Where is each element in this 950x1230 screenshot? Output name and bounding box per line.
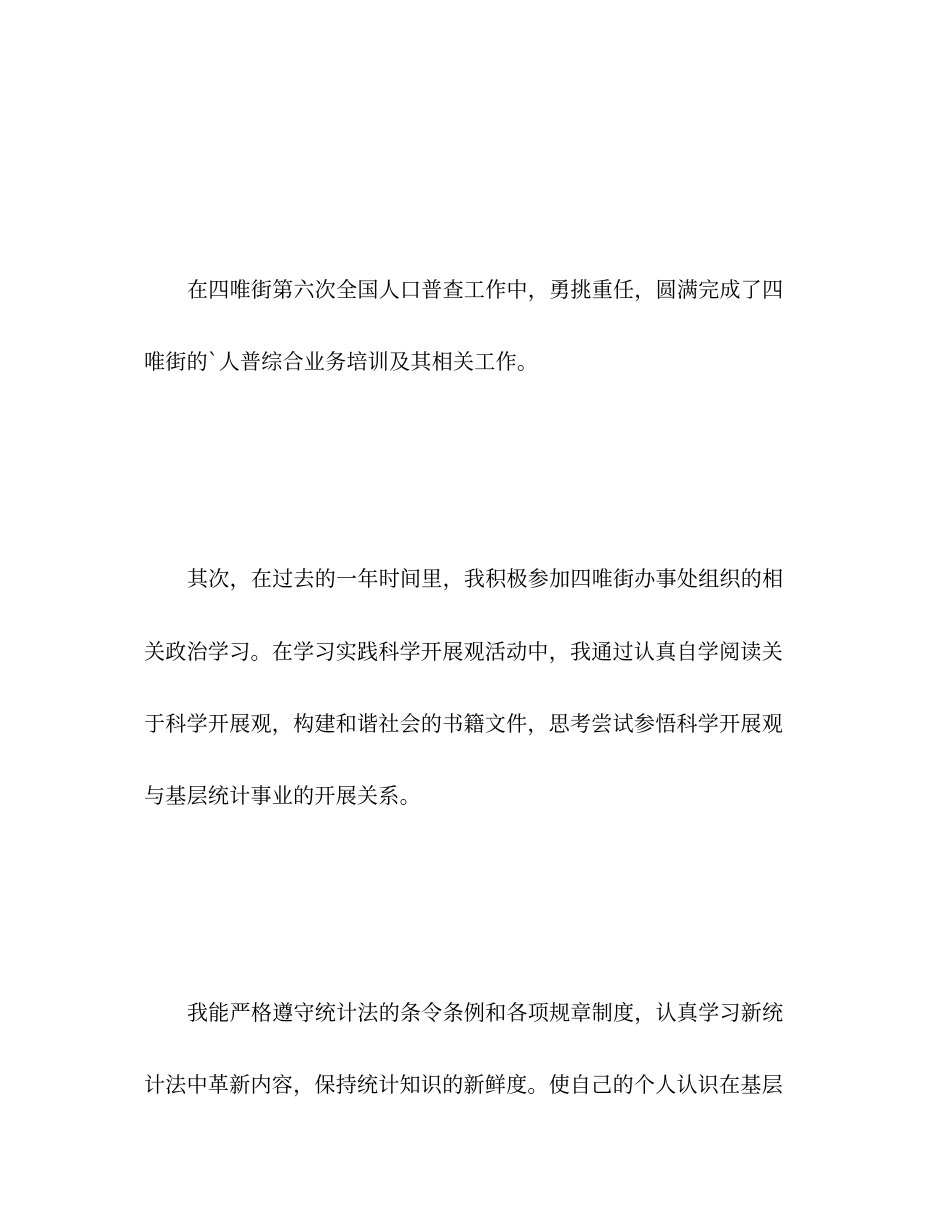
paragraph-line: 关政治学习。在学习实践科学开展观活动中，我通过认真自学阅读关 <box>144 640 783 664</box>
paragraph-line: 于科学开展观，构建和谐社会的书籍文件，思考尝试参悟科学开展观 <box>144 712 783 736</box>
paragraph-line: 与基层统计事业的开展关系。 <box>144 784 421 808</box>
paragraph-line: 在四唯街第六次全国人口普查工作中，勇挑重任，圆满完成了四 <box>187 278 784 302</box>
paragraph-line: 计法中革新内容，保持统计知识的新鲜度。使自己的个人认识在基层 <box>144 1073 783 1097</box>
paragraph-line: 唯街的`人普综合业务培训及其相关工作。 <box>144 350 539 374</box>
paragraph-line: 其次，在过去的一年时间里，我积极参加四唯街办事处组织的相 <box>187 567 784 591</box>
paragraph-line: 我能严格遵守统计法的条令条例和各项规章制度，认真学习新统 <box>187 1001 784 1025</box>
